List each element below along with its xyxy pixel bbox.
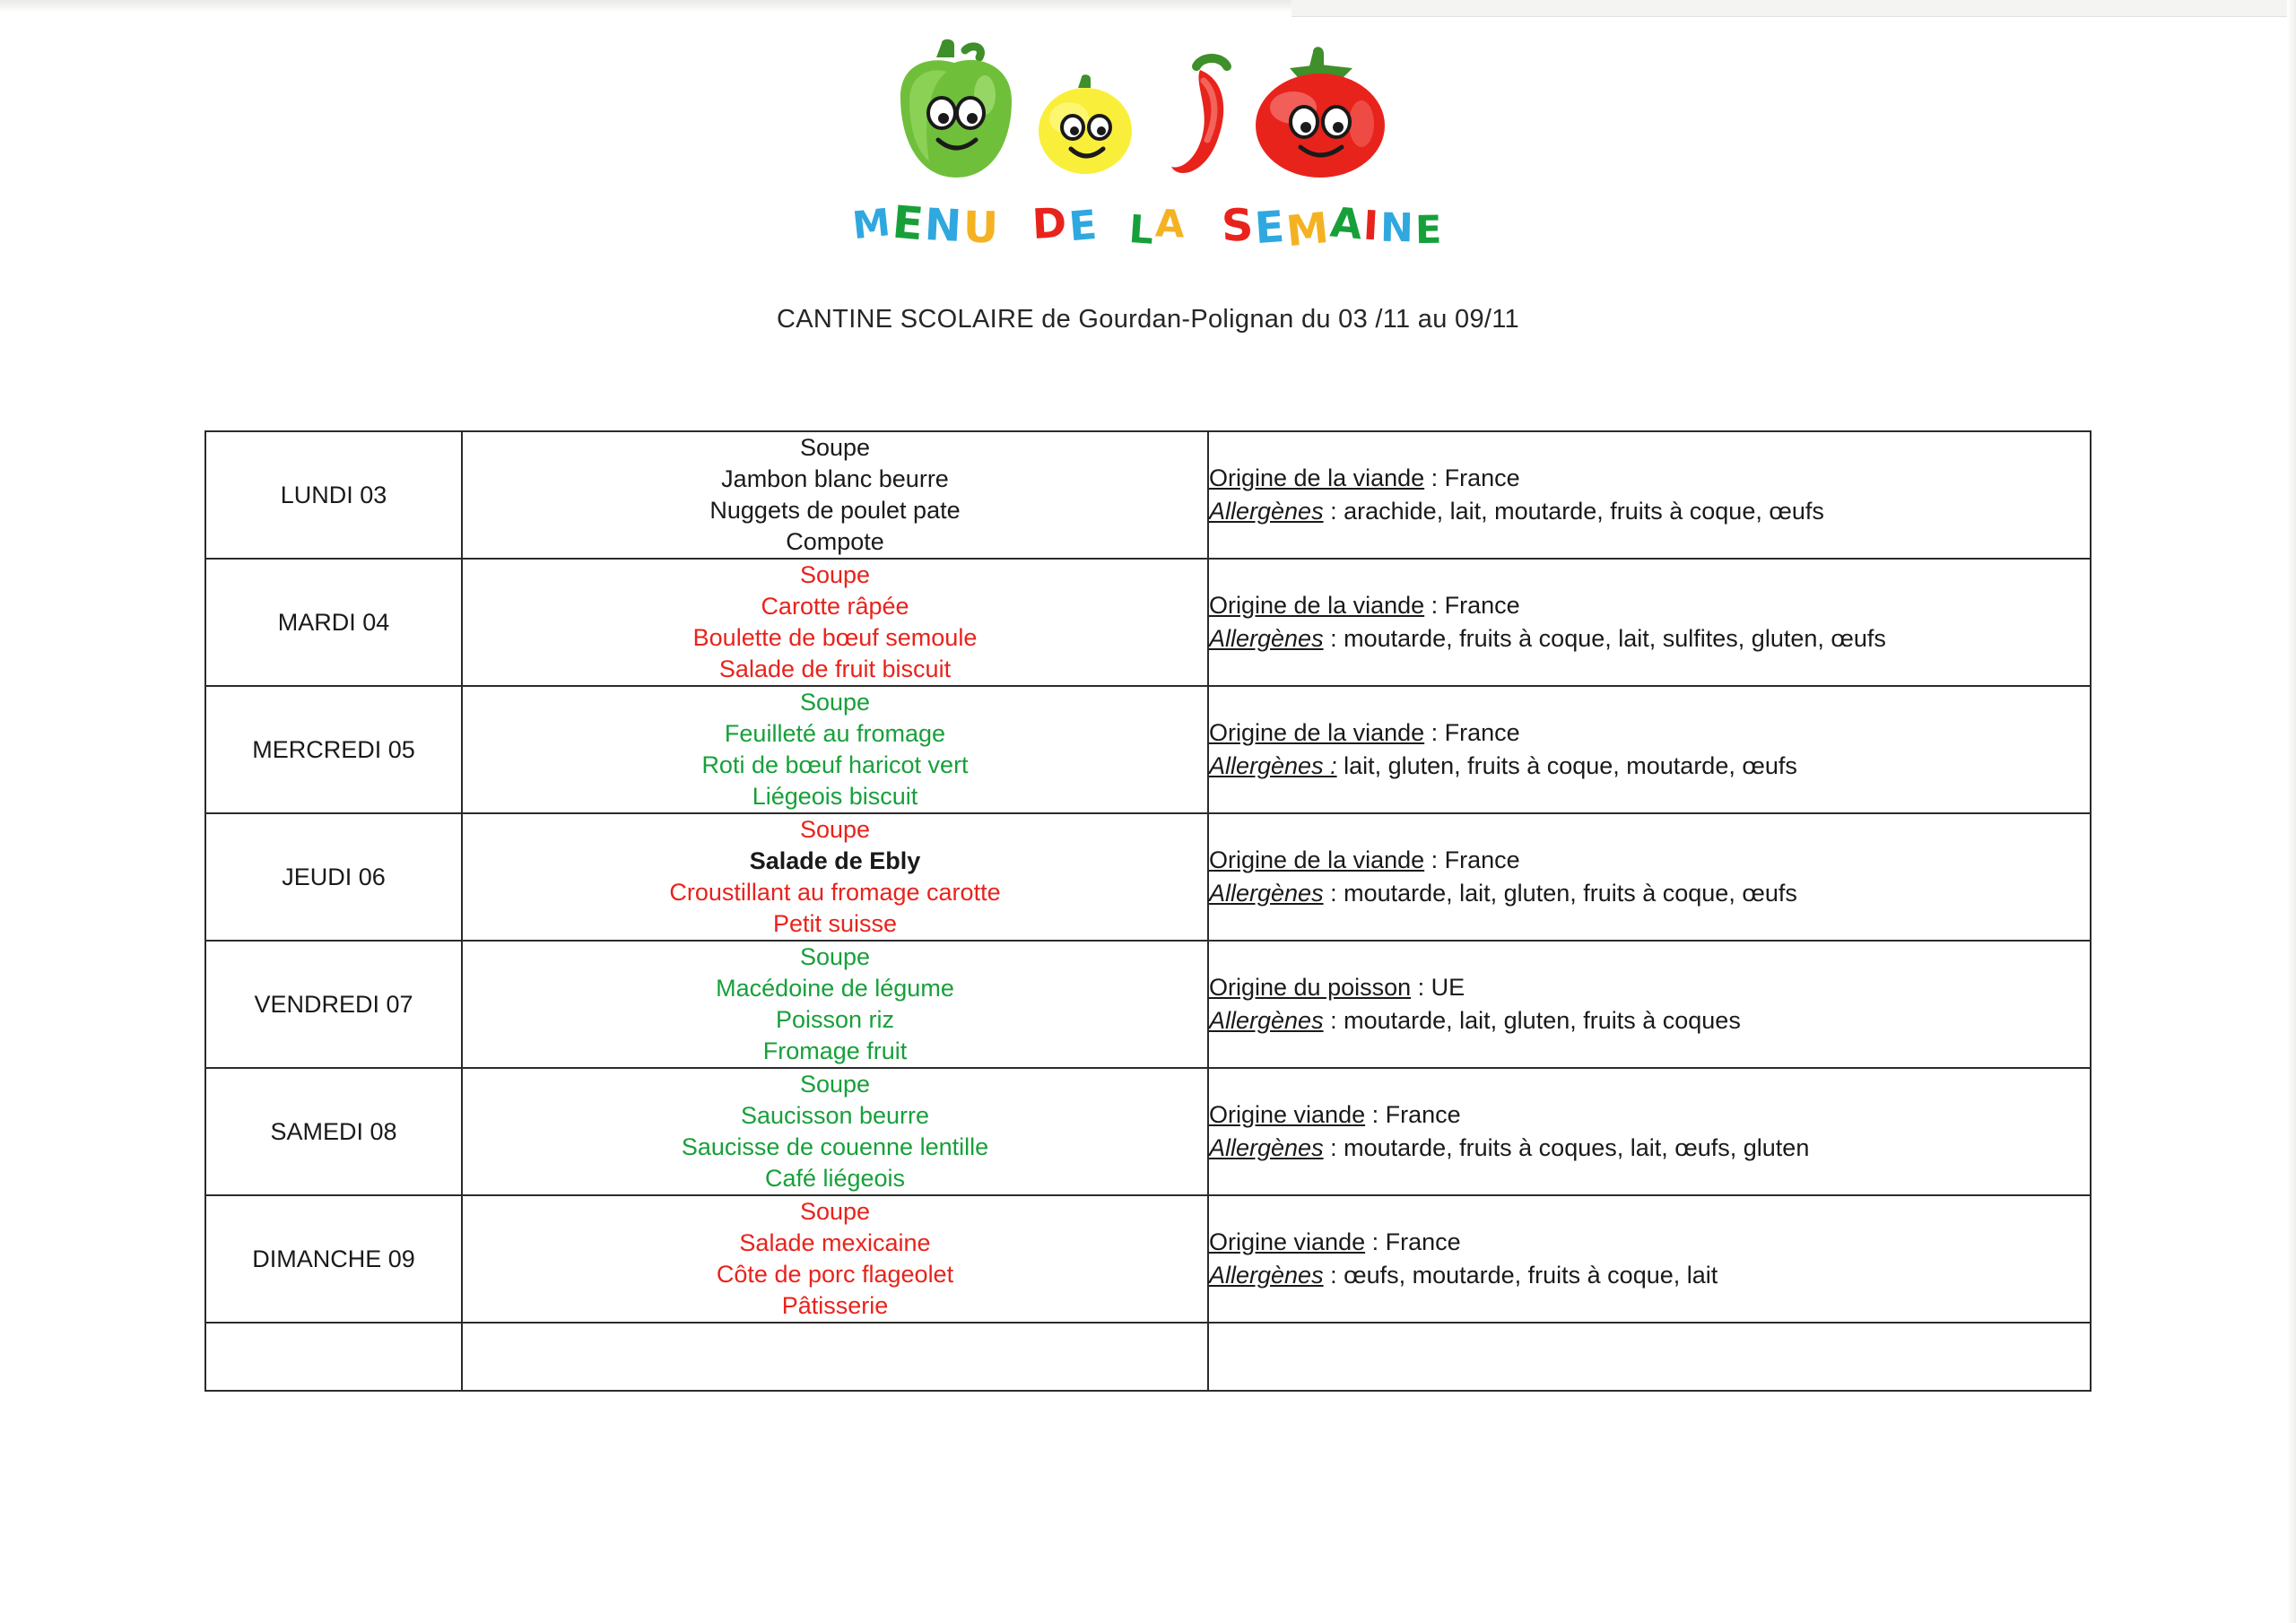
pepper-icon: [879, 36, 1031, 184]
day-cell: [205, 941, 462, 1068]
origin-line: [1209, 589, 2090, 622]
allergen-label: Allergènes: [1209, 1134, 1324, 1161]
meal-item: Soupe: [799, 1198, 871, 1225]
meal-cell: [462, 1323, 1208, 1391]
table-row: [205, 813, 2091, 941]
menu-logo: [0, 27, 2296, 273]
day-cell: [205, 559, 462, 686]
meal-item: Macédoine de légume: [716, 975, 954, 1002]
origin-value: : France: [1424, 846, 1520, 873]
origin-value: : UE: [1411, 974, 1465, 1001]
info-cell: [1208, 1195, 2091, 1323]
vegetable-characters: [879, 27, 1417, 197]
allergen-line: [1209, 1259, 2090, 1292]
title-letter: E: [1253, 201, 1288, 255]
day-cell: [205, 1195, 462, 1323]
meal-item: Petit suisse: [772, 910, 898, 937]
origin-line: [1209, 1098, 2090, 1132]
allergen-line: [1209, 622, 2090, 655]
allergen-value: : œufs, moutarde, fruits à coque, lait: [1323, 1262, 1718, 1289]
allergen-line: [1209, 1004, 2090, 1037]
meal-cell: [462, 1068, 1208, 1195]
meal-item: Poisson riz: [775, 1006, 895, 1033]
title-letter: A: [1327, 197, 1366, 249]
title-letter: L: [1127, 207, 1157, 254]
origin-label: Origine du poisson: [1209, 974, 1412, 1001]
meal-item: Fromage fruit: [762, 1037, 908, 1064]
origin-line: [1209, 716, 2090, 750]
allergen-label: Allergènes: [1209, 1262, 1324, 1289]
allergen-label: Allergènes: [1209, 498, 1324, 525]
title-letter: [999, 205, 1033, 256]
origin-label: Origine de la viande: [1209, 464, 1425, 491]
day-label: MERCREDI 05: [252, 735, 415, 763]
scan-edge-corner: [1292, 0, 2296, 17]
origin-label: Origine de la viande: [1209, 846, 1425, 873]
allergen-line: [1209, 750, 2090, 783]
allergen-line: [1209, 495, 2090, 528]
meal-item: Croustillant au fromage carotte: [669, 879, 1001, 906]
title-letter: N: [923, 198, 965, 253]
meal-item: Soupe: [799, 816, 871, 843]
origin-value: : France: [1365, 1101, 1461, 1128]
meal-item: Liégeois biscuit: [752, 783, 918, 810]
title-letter: E: [1066, 200, 1100, 251]
origin-label: Origine viande: [1209, 1228, 1366, 1255]
meal-item: Salade de Ebly: [749, 847, 921, 874]
allergen-label: Allergènes :: [1209, 752, 1337, 779]
day-label: VENDREDI 07: [254, 990, 413, 1018]
day-cell: [205, 813, 462, 941]
chili-icon: [1148, 54, 1247, 184]
lemon-icon: [1030, 74, 1142, 181]
info-cell: [1208, 1323, 2091, 1391]
title-letter: [1096, 204, 1132, 252]
day-label: SAMEDI 08: [270, 1117, 397, 1145]
allergen-label: Allergènes: [1209, 880, 1324, 907]
allergen-value: : moutarde, fruits à coques, lait, œufs, gluten: [1323, 1134, 1810, 1161]
title-letter: U: [962, 202, 1001, 254]
meal-item: Salade mexicaine: [739, 1229, 931, 1256]
meal-item: Feuilleté au fromage: [724, 720, 946, 747]
meal-item: Saucisson beurre: [740, 1102, 930, 1129]
meal-item: Boulette de bœuf semoule: [692, 624, 978, 651]
table-row: [205, 1323, 2091, 1391]
day-cell: [205, 1068, 462, 1195]
meal-item: Carotte râpée: [761, 593, 909, 620]
meal-cell: [462, 559, 1208, 686]
allergen-value: : moutarde, lait, gluten, fruits à coques: [1323, 1007, 1741, 1034]
tomato-icon: [1238, 43, 1404, 182]
meal-item: Pâtisserie: [781, 1292, 889, 1319]
origin-value: : France: [1365, 1228, 1461, 1255]
table-row: [205, 686, 2091, 813]
title-letter: E: [1414, 207, 1444, 254]
table-row: [205, 1068, 2091, 1195]
title-letter: M: [1283, 203, 1333, 257]
info-cell: [1208, 686, 2091, 813]
meal-item: Soupe: [799, 561, 871, 588]
day-label: DIMANCHE 09: [252, 1245, 415, 1272]
meal-item: Compote: [786, 528, 884, 555]
page-subtitle: CANTINE SCOLAIRE de Gourdan-Polignan du 03 /11 au 09/11: [777, 305, 1519, 334]
table-row: [205, 559, 2091, 686]
day-label: JEUDI 06: [282, 863, 386, 890]
info-cell: [1208, 1068, 2091, 1195]
meal-cell: [462, 686, 1208, 813]
weekly-menu-table: [204, 430, 2092, 1392]
title-letter: A: [1154, 201, 1187, 247]
menu-title-art: [849, 195, 1444, 257]
title-letter: [1187, 197, 1222, 249]
day-label: LUNDI 03: [280, 481, 387, 508]
info-cell: [1208, 813, 2091, 941]
day-cell: [205, 686, 462, 813]
title-letter: I: [1361, 201, 1382, 250]
meal-cell: [462, 431, 1208, 559]
origin-value: : France: [1424, 464, 1520, 491]
meal-item: Côte de porc flageolet: [716, 1261, 954, 1288]
meal-item: Nuggets de poulet pate: [709, 497, 961, 524]
title-letter: E: [890, 195, 927, 251]
origin-value: : France: [1424, 592, 1520, 619]
meal-item: Café liégeois: [764, 1165, 906, 1192]
meal-cell: [462, 941, 1208, 1068]
origin-line: [1209, 844, 2090, 877]
table-row: [205, 941, 2091, 1068]
allergen-value: lait, gluten, fruits à coque, moutarde, œufs: [1336, 752, 1797, 779]
meal-item: Saucisse de couenne lentille: [681, 1133, 989, 1160]
meal-cell: [462, 1195, 1208, 1323]
meal-item: Soupe: [799, 434, 871, 461]
origin-value: : France: [1424, 719, 1520, 746]
origin-line: [1209, 1226, 2090, 1259]
day-cell: [205, 1323, 462, 1391]
allergen-value: : moutarde, fruits à coque, lait, sulfites, gluten, œufs: [1323, 625, 1886, 652]
allergen-label: Allergènes: [1209, 1007, 1324, 1034]
origin-line: [1209, 462, 2090, 495]
allergen-label: Allergènes: [1209, 625, 1324, 652]
meal-item: Roti de bœuf haricot vert: [701, 751, 969, 778]
meal-item: Jambon blanc beurre: [721, 465, 949, 492]
title-letter: N: [1379, 204, 1416, 252]
allergen-value: : moutarde, lait, gluten, fruits à coque, œufs: [1323, 880, 1797, 907]
origin-label: Origine de la viande: [1209, 719, 1425, 746]
allergen-line: [1209, 877, 2090, 910]
origin-label: Origine de la viande: [1209, 592, 1425, 619]
origin-line: [1209, 971, 2090, 1004]
meal-item: Salade de fruit biscuit: [718, 655, 952, 682]
meal-cell: [462, 813, 1208, 941]
info-cell: [1208, 559, 2091, 686]
origin-label: Origine viande: [1209, 1101, 1366, 1128]
title-letter: S: [1220, 199, 1257, 252]
meal-item: Soupe: [799, 689, 871, 716]
table-row: [205, 431, 2091, 559]
table-row: [205, 1195, 2091, 1323]
day-label: MARDI 04: [277, 608, 390, 636]
title-letter: M: [849, 199, 894, 248]
info-cell: [1208, 941, 2091, 1068]
day-cell: [205, 431, 462, 559]
allergen-line: [1209, 1132, 2090, 1165]
meal-item: Soupe: [799, 943, 871, 970]
title-letter: D: [1031, 197, 1070, 249]
meal-item: Soupe: [799, 1071, 871, 1098]
allergen-value: : arachide, lait, moutarde, fruits à coque, œufs: [1323, 498, 1824, 525]
info-cell: [1208, 431, 2091, 559]
